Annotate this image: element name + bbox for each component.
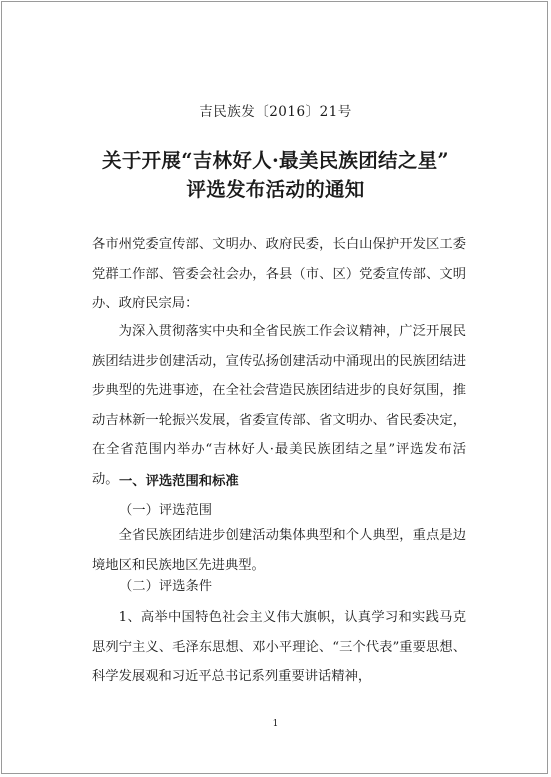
body-paragraph-3: 1、高举中国特色社会主义伟大旗帜，认真学习和实践马克思列宁主义、毛泽东思想、邓小平理论、“三个代表”重要思想、科学发展观和习近平总书记系列重要讲话精神， xyxy=(92,610,466,684)
body-paragraph-1: 为深入贯彻落实中央和全省民族工作会议精神，广泛开展民族团结进步创建活动，宣传弘扬创建活动中涌现出的民族团结进步典型的先进事迹，在全社会营造民族团结进步的良好氛围，推动吉林新一轮振兴发展，省委宣传部、省文明办、省民委决定，在全省范围内举办“吉林好人·最美民族团结之星”评选发布活动。 xyxy=(92,324,466,487)
document-number: 吉民族发〔2016〕21号 xyxy=(199,104,352,120)
subheading-conditions: （二）评选条件 xyxy=(119,579,213,594)
document-title xyxy=(0,146,551,204)
title-line-2: 评选发布活动的通知 xyxy=(186,178,365,201)
section-heading-1: 一、评选范围和标准 xyxy=(119,474,239,489)
body-paragraph-2: 全省民族团结进步创建活动集体典型和个人典型，重点是边境地区和民族地区先进典型。 xyxy=(92,528,466,573)
title-line-1: 关于开展“吉林好人·最美民族团结之星” xyxy=(102,149,449,172)
addressee-paragraph: 各市州党委宣传部、文明办、政府民委，长白山保护开发区工委党群工作部、管委会社会办，各县（市、区）党委宣传部、文明办、政府民宗局： xyxy=(92,237,466,311)
subheading-scope: （一）评选范围 xyxy=(119,503,213,518)
page-number: 1 xyxy=(272,719,279,729)
